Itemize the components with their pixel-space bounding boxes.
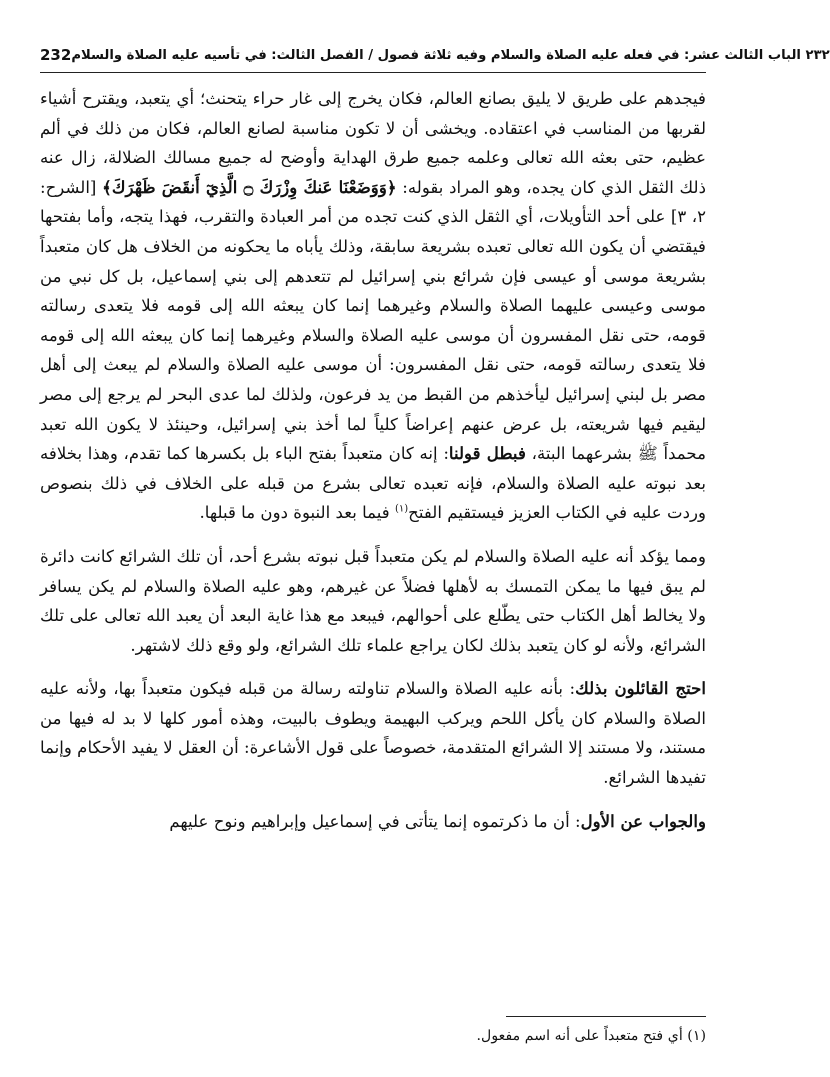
paragraph-1-text-b: [الشرح: ٢، ٣] على أحد التأويلات، أي الثقل الذي كنت تجده من أمر العبادة والتقرب، فهذا يتجه، وأما بفتحها فيقتضي أن يكون الله تعالى تعبده بشريعة سابقة، وذلك يأباه ما يحكونه من الخلاف هل كان متعبداً بشريعة موسى أو عيسى فإن شرائع بني إسرائيل لم تتعدهم إلى بني إسماعيل، بل كل نبي من موسى وعيسى عليهما الصلاة والسلام وغيرهما إنما كان يبعثه الله إلى قومه فلا يتعدى رسالته قومه، حتى نقل المفسرون أن موسى عليه الصلاة والسلام وغيرهما إنما كان يبعثه الله إلى قومه فلا يتعدى رسالته قومه، حتى نقل المفسرون: أن موسى عليه الصلاة والسلام لم يبعث إلى أهل مصر بل لبني إسرائيل ليأخذهم من القبط من يد فرعون، ولذلك لما عدى البحر لم يرجع إلى مصر ليقيم فيها شريعته، بل عرض عنهم إعراضاً كلياً لما أخذ بني إسرائيل، وحينئذ لا يكون الله تعبد محمداً ﷺ بشرعهما البتة، [40, 177, 706, 464]
paragraph-3-heading: احتج القائلون بذلك [575, 678, 706, 699]
paragraph-4 [40, 807, 706, 837]
paragraph-1-text-c: : إنه كان متعبداً بفتح الباء بل بكسرها كما تقدم، وهذا بخلافه بعد نبوته عليه الصلاة والسلام، فإنه تعبده تعالى بشرع من قبله على الخلاف في ذلك بنصوص وردت عليه في الكتاب العزيز فيستقيم الفتح [40, 444, 706, 523]
running-header [40, 40, 830, 70]
running-title: ٢٣٢ الباب الثالث عشر: في فعله عليه الصلاة والسلام وفيه ثلاثة فصول / الفصل الثالث: في تأسيه عليه الصلاة والسلام [71, 47, 830, 63]
footnote-number: (١) [687, 1028, 706, 1044]
paragraph-1 [40, 84, 706, 528]
footnote-text: أي فتح متعبداً على أنه اسم مفعول. [476, 1028, 683, 1044]
page-number: 232 [40, 46, 72, 64]
paragraph-1-text-a: فيجدهم على طريق لا يليق بصانع العالم، فكان يخرج إلى غار حراء يتحنث؛ أي يتعبد، ويقترح أشياء لقربها من المناسب في اعتقاده. ويخشى أن لا تكون مناسبة لصانع العالم، فكان من ذلك في ألم عظيم، حتى بعثه الله تعالى وعلمه جميع طرق الهداية وأوضح له جميع مسالك الضلالة، زال عنه ذلك الثقل الذي كان يجده، وهو المراد بقوله: [40, 89, 706, 197]
main-text [40, 84, 706, 836]
paragraph-2: ومما يؤكد أنه عليه الصلاة والسلام لم يكن متعبداً قبل نبوته بشرع أحد، أن تلك الشرائع كانت دائرة لم يبق فيها ما يمكن التمسك به لأهلها فضلاً عن غيرهم، وهو عليه الصلاة والسلام لم يكن يسافر ولا يخالط أهل الكتاب حتى يطّلع على أحوالهم، فيبعد مع هذا غاية البعد أن يعبد الله تعالى على تلك الشرائع، ولأنه لو كان يتعبد بذلك لكان يراجع علماء تلك الشرائع، ولو وقع ذلك لاشتهر. [40, 546, 706, 655]
paragraph-4-heading: والجواب عن الأول [580, 810, 706, 831]
footnote-1 [40, 1024, 706, 1048]
paragraph-1-bold: فبطل قولنا [448, 443, 526, 464]
paragraph-1-text-d: فيما بعد النبوة دون ما قبلها. [199, 503, 395, 523]
paragraph-4-text: : أن ما ذكرتموه إنما يتأتى في إسماعيل وإبراهيم ونوح عليهم [169, 811, 581, 831]
quran-verse: ﴿وَوَضَعْنَا عَنكَ وِزْرَكَ ۝ الَّذِيٓ أَنقَضَ ظَهْرَكَ﴾ [102, 176, 397, 197]
footnote-mark: (١) [394, 503, 409, 515]
paragraph-3 [40, 674, 706, 792]
paragraph-3-text: : بأنه عليه الصلاة والسلام تناولته رسالة من قبله فيكون متعبداً بها، ولأنه عليه الصلاة والسلام كان يأكل اللحم ويركب البهيمة ويطوف بالبيت، وهذه أمور كلها لا بد له فيها من مستند، ولا مستند إلا الشرائع المتقدمة، خصوصاً على قول الأشاعرة: أن العقل لا يفيد الأحكام وإنما تفيدها الشرائع. [40, 679, 706, 788]
header-rule [40, 72, 706, 73]
footnote-rule [506, 1016, 706, 1017]
